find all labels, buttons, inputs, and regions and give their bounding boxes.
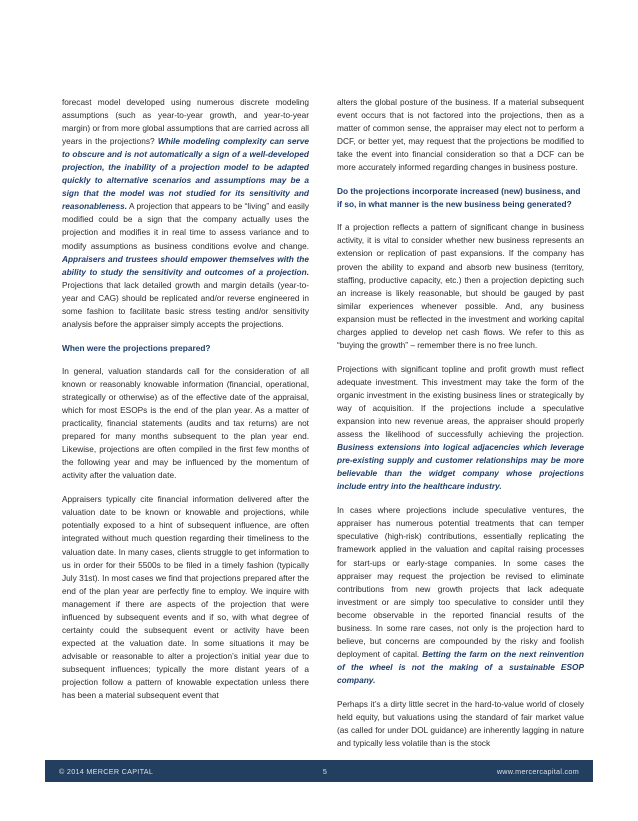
- paragraph: [337, 698, 584, 750]
- body-text: In general, valuation standards call for the consideration of all known or reasonably knowable information (financial, operational, strategically or otherwise) as of the effective date of the appraisal, which for most ESOPs is the end of the plan year. As a matter of practicality, financial statements (audits and tax returns) are not prepared for many months subsequent to the plan year end. Likewise, projections are often compiled in the first few months of the following year and may be influenced by the momentum of activity after the valuation date.: [62, 365, 309, 481]
- body-text: alters the global posture of the business. If a material subsequent event occurs that is not factored into the projections, then as a matter of common sense, the appraiser may elect not to perform a DCF, or better yet, may request that the projections be modified to take the event into financial consideration so that a DCF can be more accurately informed regarding changes in business posture.: [337, 97, 584, 173]
- footer-copyright: © 2014 MERCER CAPITAL: [59, 766, 154, 776]
- body-text: Appraisers typically cite financial information delivered after the valuation date to be known or knowable and projections, while potentially exposed to a hint of subsequent influence, are often integrated without much question regarding their timeliness to the valuation date. In many cases, clients struggle to get information to us in order for their 5500s to be filed in a timely fashion (typically July 31st). In most cases we find that projections prepared after the end of the plan year are perfectly fine to employ. We inquire with management if there are aspects of the projection that were influenced by subsequent events and if so, with what degree of certainty could the subsequent event or activity have been expected at the valuation date. In some situations it may be advisable or reasonable to alter a projection’s initial year due to subsequent influences; typically the more distant years of a projection follow a pattern of knowable expectation unless there has been a material subsequent event that: [62, 494, 309, 701]
- footer-website-link[interactable]: www.mercercapital.com: [496, 766, 579, 776]
- body-text: Projections with significant topline and profit growth must reflect adequate investment. This investment may take the form of the organic investment in the existing business lines or strategically by way of acquisition. If the projections include a speculative expansion into new revenue areas, the appraiser should properly assess the likelihood of successfully achieving the projection.: [337, 363, 584, 440]
- page-footer: [45, 760, 593, 782]
- paragraph: [62, 96, 309, 331]
- body-text: Projections that lack detailed growth and margin details (year-to-year and CAG) should be replicated and/or reverse engineered in some fashion to facilitate basic stress testing and/or sensitivity analysis before the appraiser simply accepts the projections.: [62, 279, 309, 329]
- body-text: In cases where projections include speculative ventures, the appraiser has numerous potential treatments that can temper speculative (high-risk) contributions, essentially replicating the framework applied in the valuation and capital raising processes for start-ups or early-stage companies. In some cases the appraiser may request the projection be revised to eliminate contributions from new growth projects that lack adequate investment or are simply too speculative to consider until they become observable in the reported financial results of the business. In some rare cases, not only is the projection hard to believe, but concerns are compounded by the risky and foolish deployment of capital.: [337, 505, 584, 659]
- section-heading: When were the projections prepared?: [62, 342, 211, 353]
- paragraph: [337, 96, 584, 174]
- body-text: If a projection reflects a pattern of significant change in business activity, it is vital to consider whether new business represents an extension or replication of past expansions. If the company has proven the ability to expand and absorb new business (territory, staffing, productive capacity, etc.) then a projection depicting such an increase is likely reasonable, but should be gauged by past similar experiences whenever possible. And, any business expansion must be reflected in the investment and working capital charges applied to develop net cash flows. We refer to this as “buying the growth” – remember there is no free lunch.: [337, 222, 584, 350]
- paragraph: [337, 363, 584, 493]
- left-column: [62, 96, 309, 713]
- paragraph: [62, 493, 309, 702]
- paragraph: [337, 221, 584, 351]
- page-number: 5: [322, 766, 328, 776]
- paragraph: [62, 365, 309, 482]
- emphasis-text: Betting the farm on the next reinvention of the wheel is not the making of a sustainable ESOP company.: [337, 648, 584, 685]
- emphasis-text: Appraisers and trustees should empower themselves with the ability to study the sensitivity and outcomes of a projection.: [62, 253, 309, 277]
- right-column: [337, 96, 584, 761]
- emphasis-text: Business extensions into logical adjacencies which leverage pre-existing supply and customer relationships may be more believable than the widget company whose projections include entry into the healthcare industry.: [337, 442, 584, 492]
- paragraph: [337, 504, 584, 687]
- emphasis-text: While modeling complexity can serve to obscure and is not automatically a sign of a well-developed projection, the inability of a projection model to be adapted quickly to alternative scenarios and assumptions may be a sign that the model was not studied for its sensitivity and reasonableness.: [62, 136, 309, 212]
- section-heading: Do the projections incorporate increased (new) business, and if so, in what manner is the new business being generated?: [337, 186, 581, 210]
- body-text: forecast model developed using numerous discrete modeling assumptions (such as year-to-year growth, and year-to-year margin) or from more global assumptions that are carried across all years in the projections?: [62, 97, 309, 147]
- body-text: A projection that appears to be “living” and easily modified could be a sign that the company actually uses the projection and modifies it in real time to assess variance and to modify assumptions as business conditions evolve and change.: [62, 201, 309, 251]
- body-text: Perhaps it’s a dirty little secret in the hard-to-value world of closely held equity, but valuations using the standard of fair market value (as called for under DOL guidance) are inherently lagging in nature and typically less volatile than is the stock: [337, 698, 584, 749]
